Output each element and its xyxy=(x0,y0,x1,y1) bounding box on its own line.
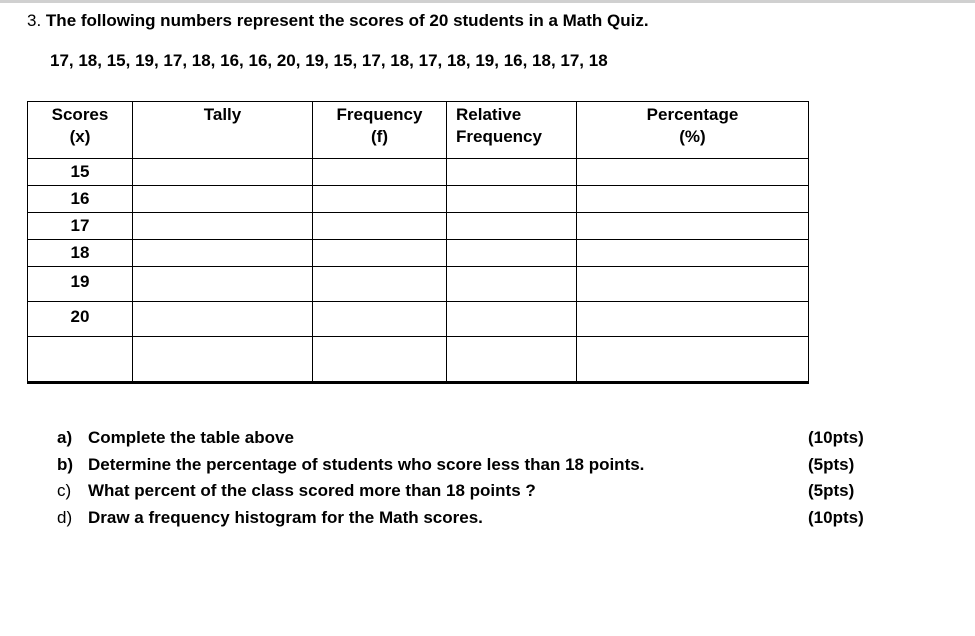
table-row xyxy=(28,240,809,267)
relative-frequency-cell[interactable] xyxy=(447,337,577,383)
points-column xyxy=(808,425,864,531)
task-item-b xyxy=(57,452,644,479)
percentage-cell[interactable] xyxy=(577,337,809,383)
frequency-cell[interactable] xyxy=(313,213,447,240)
score-cell xyxy=(28,337,133,383)
task-list xyxy=(57,425,644,531)
score-cell: 20 xyxy=(28,302,133,337)
score-cell: 15 xyxy=(28,159,133,186)
header-frequency xyxy=(313,102,447,159)
frequency-cell[interactable] xyxy=(313,302,447,337)
score-cell: 16 xyxy=(28,186,133,213)
tally-cell[interactable] xyxy=(133,186,313,213)
percentage-cell[interactable] xyxy=(577,213,809,240)
task-points: (10pts) xyxy=(808,507,864,527)
header-scores-label: Scores xyxy=(51,105,109,124)
task-label: c) xyxy=(57,481,72,500)
header-percentage xyxy=(577,102,809,159)
tally-cell[interactable] xyxy=(133,302,313,337)
task-label: d) xyxy=(57,507,73,527)
score-cell: 17 xyxy=(28,213,133,240)
header-percentage-sub: (%) xyxy=(679,127,706,146)
task-points: (5pts) xyxy=(808,481,855,500)
relative-frequency-cell[interactable] xyxy=(447,240,577,267)
task-text: Complete the table above xyxy=(88,428,294,447)
header-relative-sub: Frequency xyxy=(456,127,542,146)
tally-cell[interactable] xyxy=(133,240,313,267)
top-rule xyxy=(0,0,975,3)
tally-cell[interactable] xyxy=(133,337,313,383)
scores-list: 17, 18, 15, 19, 17, 18, 16, 16, 20, 19, 15, 17, 18, 17, 18, 19, 16, 18, 17, 18 xyxy=(50,51,608,70)
header-scores-sub: (x) xyxy=(69,127,91,146)
question-number: 3. xyxy=(27,11,42,30)
table-row xyxy=(28,186,809,213)
task-item-a xyxy=(57,425,644,452)
task-label: a) xyxy=(57,428,73,447)
frequency-cell[interactable] xyxy=(313,186,447,213)
score-cell: 18 xyxy=(28,240,133,267)
task-points: (5pts) xyxy=(808,454,855,474)
header-relative-frequency xyxy=(447,102,577,159)
percentage-cell[interactable] xyxy=(577,267,809,302)
header-tally-label: Tally xyxy=(203,105,242,124)
header-frequency-sub: (f) xyxy=(371,127,388,146)
frequency-table xyxy=(27,101,809,384)
task-points: (10pts) xyxy=(808,428,864,447)
table-row xyxy=(28,267,809,302)
relative-frequency-cell[interactable] xyxy=(447,302,577,337)
tally-cell[interactable] xyxy=(133,159,313,186)
score-cell: 19 xyxy=(28,267,133,302)
header-percentage-label: Percentage xyxy=(646,105,739,124)
percentage-cell[interactable] xyxy=(577,240,809,267)
table-row xyxy=(28,213,809,240)
task-text: Draw a frequency histogram for the Math scores. xyxy=(88,507,483,527)
percentage-cell[interactable] xyxy=(577,159,809,186)
header-frequency-label: Frequency xyxy=(336,105,423,124)
task-text: What percent of the class scored more than 18 points ? xyxy=(88,481,536,500)
relative-frequency-cell[interactable] xyxy=(447,213,577,240)
frequency-cell[interactable] xyxy=(313,267,447,302)
question-text: The following numbers represent the scores of 20 students in a Math Quiz. xyxy=(45,11,649,30)
table-row xyxy=(28,159,809,186)
tally-cell[interactable] xyxy=(133,267,313,302)
relative-frequency-cell[interactable] xyxy=(447,186,577,213)
task-item-c xyxy=(57,478,644,505)
relative-frequency-cell[interactable] xyxy=(447,267,577,302)
percentage-cell[interactable] xyxy=(577,302,809,337)
task-label: b) xyxy=(57,454,74,474)
header-scores xyxy=(28,102,133,159)
frequency-cell[interactable] xyxy=(313,240,447,267)
tally-cell[interactable] xyxy=(133,213,313,240)
relative-frequency-cell[interactable] xyxy=(447,159,577,186)
task-text: Determine the percentage of students who score less than 18 points. xyxy=(88,454,645,474)
frequency-cell[interactable] xyxy=(313,159,447,186)
header-tally xyxy=(133,102,313,159)
frequency-cell[interactable] xyxy=(313,337,447,383)
table-header-row xyxy=(28,102,809,159)
header-relative-label: Relative xyxy=(456,105,522,124)
percentage-cell[interactable] xyxy=(577,186,809,213)
question-statement xyxy=(27,11,649,31)
table-total-row xyxy=(28,337,809,383)
table-row xyxy=(28,302,809,337)
task-item-d xyxy=(57,505,644,532)
